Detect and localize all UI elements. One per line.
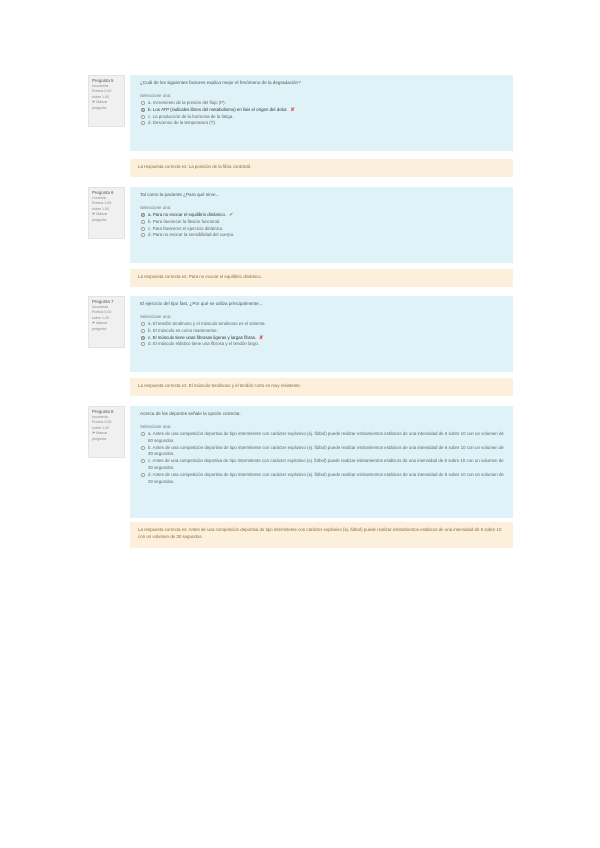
answer-option[interactable] [140,321,505,328]
answer-option-label: c. Para favorecer el ejercicio dinámico. [148,225,224,231]
feedback-panel: La respuesta correcta es: Para no evocar el equilibrio dinámico. [130,269,513,287]
answer-option[interactable] [140,341,505,348]
feedback-panel: La respuesta correcta es: La posición de la fibra contráctil. [130,159,513,177]
question-status: Incorrecta [92,84,108,88]
answer-option[interactable] [140,472,505,486]
correct-icon: ✔ [229,212,234,218]
answer-option[interactable] [140,335,505,342]
answer-option-label: b. Los ATP (radicales libres del metabolismo) en lisis el origen del dolor. [148,106,288,112]
flag-icon: ⚑ [92,431,96,436]
answer-option-label: b. El músculo es como mantenerse. [148,327,218,333]
question-info [88,296,125,348]
answer-options [140,100,505,127]
answer-option-label: b. Antes de una competición deportiva de tipo intermitente con carácter explosivo (ej. fútbol) puede realizar estiramientos estáticos de una intensidad de 6 sobre 10 con un volumen de 30 segundos. [148,444,504,457]
radio-button[interactable] [141,121,145,125]
radio-button[interactable] [141,459,145,463]
answer-options [140,321,505,348]
question-content [130,75,513,151]
answer-option[interactable] [140,232,505,239]
answer-options [140,431,505,485]
flag-question-link[interactable] [92,321,121,332]
radio-button[interactable] [141,227,145,231]
answer-option-label: d. Antes de una competición deportiva de tipo intermitente con carácter explosivo (ej. fútbol) puede realizar estiramientos estáticos de una intensidad de 5 sobre 10 con un volumen de 20 segundos. [148,471,504,484]
answer-option[interactable] [140,445,505,459]
radio-button[interactable] [141,213,145,217]
flag-icon: ⚑ [92,212,96,217]
answer-option[interactable] [140,458,505,472]
flag-question-link[interactable] [92,212,121,223]
question-text: Tal como la paciente ¿Para qué sirve... [140,192,220,197]
flag-label: Marcar pregunta [92,431,108,441]
answer-option[interactable] [140,328,505,335]
answer-option-label: c. El músculo tiene unas fibrosas ligeras y largas fibras. [148,334,257,340]
answer-option[interactable] [140,120,505,127]
feedback-panel: La respuesta correcta es: El músculo tendinoso y el tendón corto es muy resistente. [130,378,513,396]
answer-option[interactable] [140,431,505,445]
flag-icon: ⚑ [92,100,96,105]
answer-option-label: a. Incremento de la presión del flujo (P). [148,100,226,105]
answer-prompt: Seleccione una: [140,424,172,429]
question-content [130,187,513,263]
question-number: Pregunta 8 [92,409,114,414]
answer-option[interactable] [140,212,505,219]
incorrect-icon: ✘ [259,334,264,341]
question-info [88,187,125,239]
answer-option[interactable] [140,219,505,226]
feedback-panel: La respuesta correcta es: Antes de una competición deportiva de tipo intermitente con carácter explosivo (ej. fútbol) puede realizar estiramientos estáticos de una intensidad de 6 sobre 10 con un volumen de 30 segundos. [130,522,513,548]
radio-button[interactable] [141,473,145,477]
answer-option-label: d. El músculo elástico tiene una fibrosa y el tendón largo. [148,341,260,347]
radio-button[interactable] [141,342,145,346]
radio-button[interactable] [141,108,145,112]
question-info [88,406,125,458]
answer-option-label: a. Antes de una competición deportiva de tipo intermitente con carácter explosivo (ej. fútbol) puede realizar estiramientos estáticos de una intensidad de 6 sobre 10 con un volumen de 60 segundos. [148,431,504,443]
flag-question-link[interactable] [92,431,121,442]
radio-button[interactable] [141,329,145,333]
radio-button[interactable] [141,432,145,436]
radio-button[interactable] [141,233,145,237]
radio-button[interactable] [141,101,145,105]
radio-button[interactable] [141,336,145,340]
question-score: Puntúa 0,00 sobre 1,00 [92,420,112,430]
radio-button[interactable] [141,115,145,119]
answer-option-label: c. La producción de la hormona de la fatiga. [148,113,234,119]
answer-option[interactable] [140,100,505,107]
question-status: Incorrecta [92,415,108,419]
answer-prompt: Seleccione una: [140,205,172,210]
answer-options [140,212,505,239]
question-text: El ejercicio del tipo fast, ¿Por qué se utiliza principalmente... [140,301,263,306]
question-number: Pregunta 5 [92,78,114,83]
flag-label: Marcar pregunta [92,212,108,222]
flag-label: Marcar pregunta [92,100,108,110]
radio-button[interactable] [141,220,145,224]
question-status: Correcta [92,196,106,200]
answer-option-label: a. El tendón tendinoso y el músculo tendinoso es el sistema. [148,321,266,326]
answer-option-label: c. Antes de una competición deportiva de tipo intermitente con carácter explosivo (ej. fútbol) puede realizar estiramientos estáticos de una intensidad de 8 sobre 10 con un volumen de 30 segundos. [148,458,504,470]
flag-icon: ⚑ [92,321,96,326]
answer-prompt: Seleccione una: [140,93,172,98]
question-score: Puntúa 0,00 sobre 1,00 [92,89,112,99]
answer-prompt: Seleccione una: [140,314,172,319]
question-content [130,406,513,518]
question-score: Puntúa 1,00 sobre 1,00 [92,201,112,211]
answer-option-label: d. Para no evocar la sensibilidad del cuerpo. [148,232,235,238]
answer-option-label: b. Para favorecer la flexión funcional. [148,218,221,224]
question-status: Incorrecta [92,305,108,309]
radio-button[interactable] [141,322,145,326]
question-score: Puntúa 0,00 sobre 1,00 [92,310,112,320]
answer-option[interactable] [140,107,505,114]
question-number: Pregunta 6 [92,190,114,195]
question-text: ¿Cuál de los siguientes factores explica mejor el fenómeno de la degradación? [140,80,301,85]
flag-question-link[interactable] [92,100,121,111]
question-text: Acerca de los deportes señale la opción correcta: [140,411,241,416]
answer-option-label: a. Para no evocar el equilibrio dinámico. [148,212,227,217]
answer-option[interactable] [140,226,505,233]
question-info [88,75,125,127]
question-content [130,296,513,372]
question-number: Pregunta 7 [92,299,114,304]
answer-option[interactable] [140,114,505,121]
incorrect-icon: ✘ [290,106,295,113]
flag-label: Marcar pregunta [92,321,108,331]
radio-button[interactable] [141,446,145,450]
answer-option-label: d. Descenso de la temperatura (T). [148,120,217,126]
